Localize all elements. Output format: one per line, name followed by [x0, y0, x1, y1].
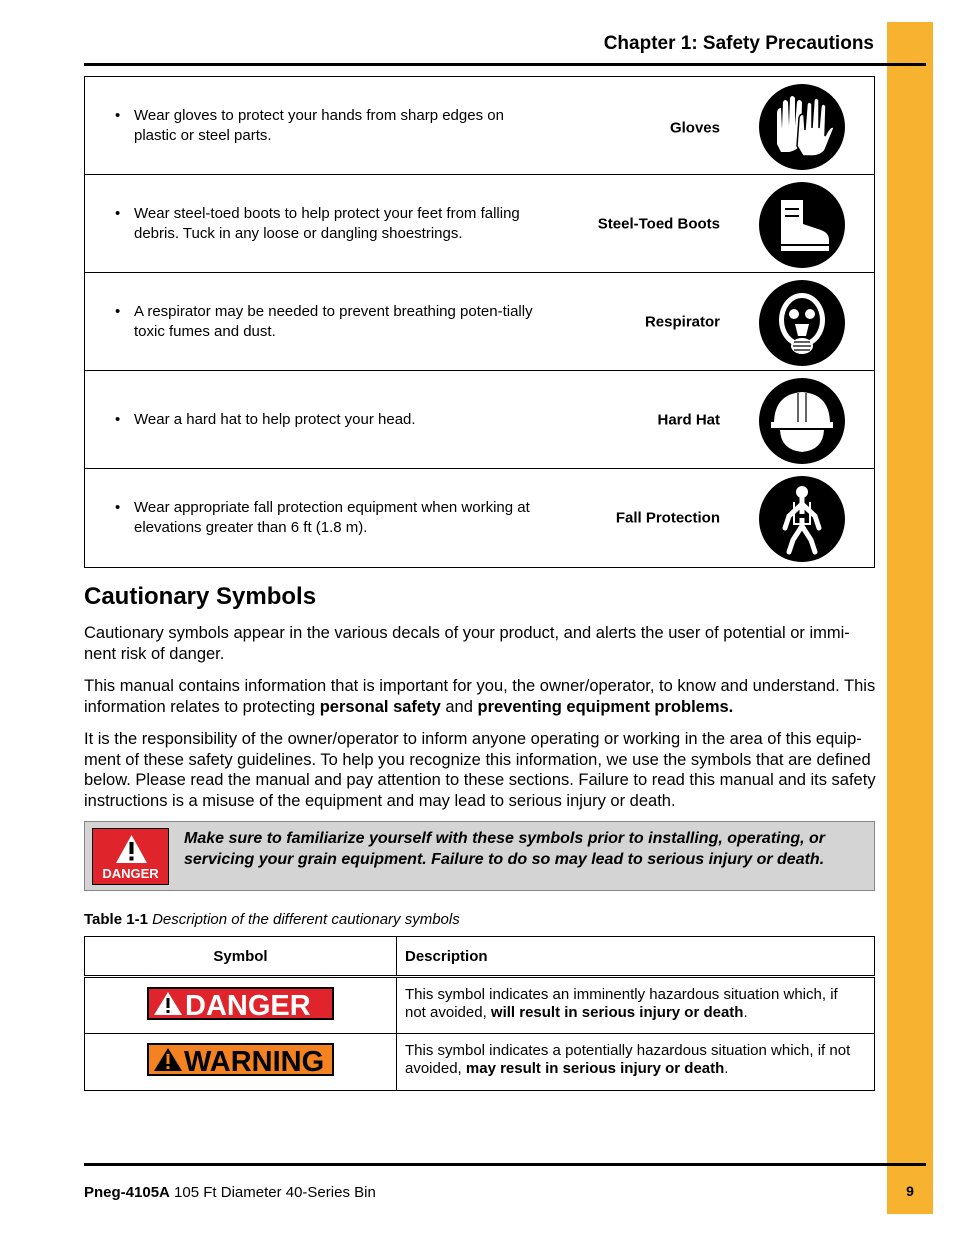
table-row [85, 1034, 875, 1091]
chapter-side-tab [887, 22, 933, 1214]
danger-badge [92, 828, 169, 885]
ppe-row-fall-protection [85, 469, 874, 567]
gloves-icon [759, 84, 845, 170]
ppe-label: Hard Hat [657, 411, 720, 428]
description-cell: This symbol indicates an imminently hazardous situation which, if not avoided, will result in serious injury or death. [397, 977, 875, 1034]
paragraph-responsibility: It is the responsibility of the owner/operator to inform anyone operating or working in the area of this equip-ment of these safety guidelines. To help you recognize this information, we use the symbols that are defined below. Please read the manual and pay attention to these sections. Failure to read this manual and its safety instructions is a misuse of the equipment and may lead to serious injury or death. [84, 730, 876, 810]
ppe-description: • Wear gloves to protect your hands from sharp edges on plastic or steel parts. [115, 106, 504, 144]
symbol-cell [85, 1034, 397, 1091]
ppe-row-gloves [85, 77, 874, 175]
ppe-table [84, 76, 875, 568]
ppe-label: Steel-Toed Boots [597, 215, 720, 232]
ppe-description: • Wear steel-toed boots to help protect your feet from falling debris. Tuck in any loose or dangling shoestrings. [115, 204, 520, 242]
hard-hat-icon [759, 378, 845, 464]
section-title: Cautionary Symbols [84, 583, 317, 610]
danger-signal-text: DANGER [185, 989, 311, 1020]
footer-rule [84, 1163, 926, 1166]
ppe-row-boots [85, 175, 874, 273]
table-header-row [85, 937, 875, 977]
symbol-cell [85, 977, 397, 1034]
table-row [85, 977, 875, 1034]
danger-message: Make sure to familiarize yourself with these symbols prior to installing, operating, or servicing your grain equipment. Failure to do so may lead to serious injury or death. [184, 830, 826, 868]
ppe-label: Fall Protection [615, 509, 720, 527]
warning-signal-word [147, 1043, 334, 1076]
boot-icon [759, 182, 845, 268]
respirator-icon [759, 280, 845, 366]
ppe-row-respirator [85, 273, 874, 371]
warning-triangle-icon [93, 829, 170, 869]
danger-signal-word [147, 987, 334, 1020]
chapter-heading: Chapter 1: Safety Precautions [603, 33, 874, 54]
danger-notice [84, 821, 875, 891]
ppe-description: • Wear a hard hat to help protect your head. [115, 410, 416, 428]
symbols-table [84, 936, 875, 1091]
ppe-row-hard-hat [85, 371, 874, 469]
ppe-label: Gloves [669, 119, 720, 137]
warning-signal-text: WARNING [184, 1046, 325, 1076]
danger-badge-label: DANGER [102, 866, 159, 881]
header-rule [84, 63, 926, 66]
ppe-label: Respirator [644, 313, 720, 330]
column-header-description: Description [397, 937, 875, 977]
ppe-description: • A respirator may be needed to prevent breathing poten-tially toxic fumes and dust. [115, 302, 533, 340]
paragraph-manual: This manual contains information that is important for you, the owner/operator, to know and understand. This information relates to protecting personal safety and preventing equipment problems. [84, 677, 876, 716]
paragraph-intro: Cautionary symbols appear in the various decals of your product, and alerts the user of potential or immi-nent risk of danger. [84, 624, 850, 663]
harness-icon [759, 476, 845, 562]
table-caption: Table 1-1 Description of the different cautionary symbols [84, 911, 460, 928]
description-cell: This symbol indicates a potentially hazardous situation which, if not avoided, may result in serious injury or death. [397, 1034, 875, 1091]
page-number: 9 [906, 1183, 914, 1199]
footer-doc-info: Pneg-4105A 105 Ft Diameter 40-Series Bin [84, 1184, 376, 1201]
column-header-symbol: Symbol [85, 937, 397, 977]
ppe-description: • Wear appropriate fall protection equipment when working at elevations greater than 6 ft (1.8 m). [115, 499, 530, 536]
